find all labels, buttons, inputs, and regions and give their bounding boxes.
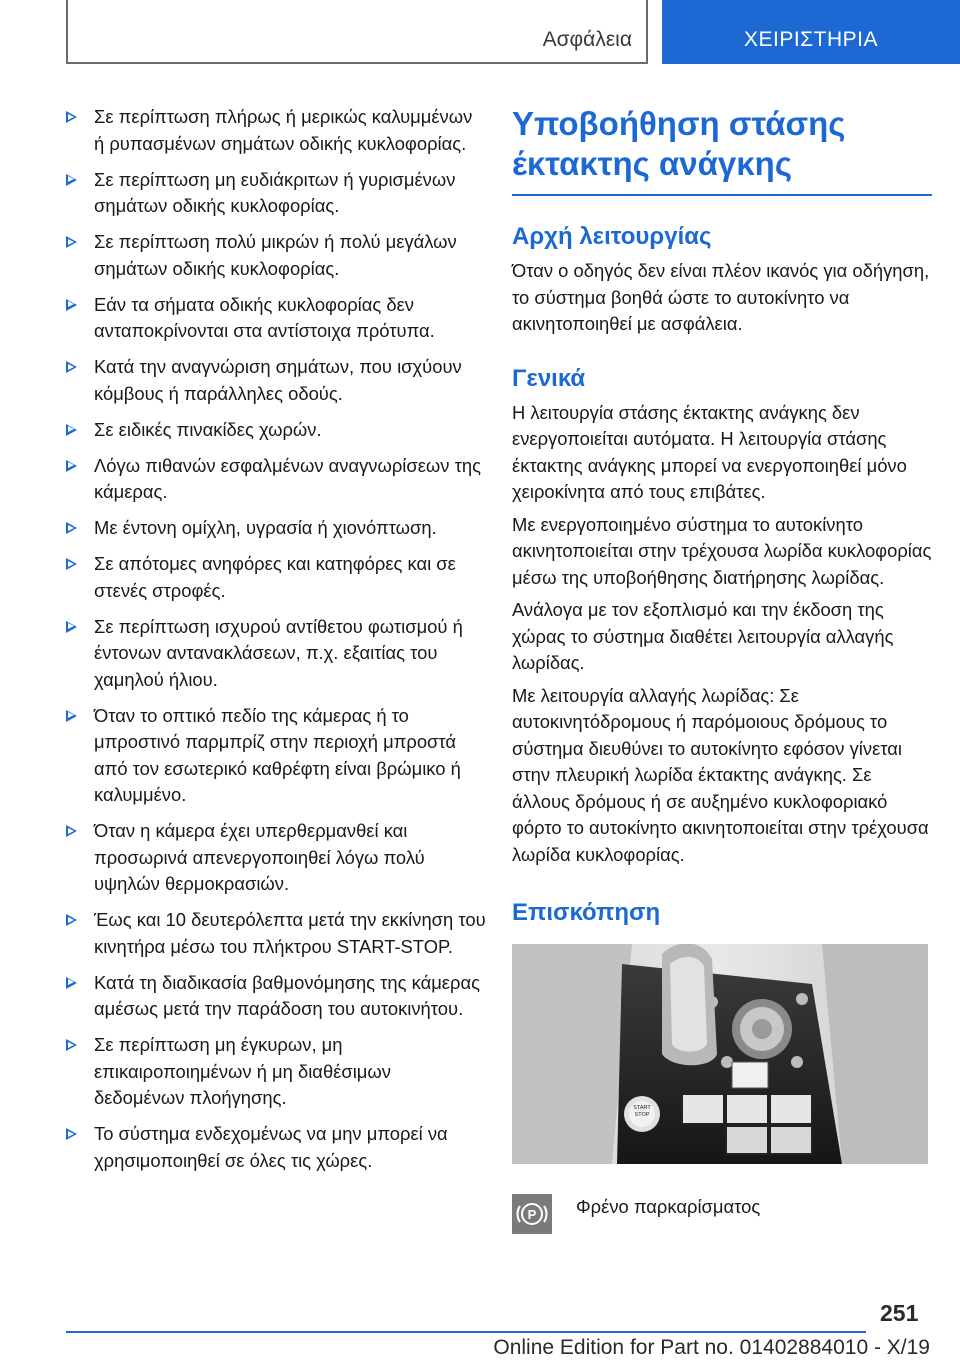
bullet-triangle-icon	[66, 621, 77, 633]
bullet-item	[66, 417, 486, 444]
bullet-triangle-icon	[66, 460, 77, 472]
header-section-box	[66, 0, 648, 64]
bullet-item	[66, 818, 486, 898]
bullet-text: Σε απότομες ανηφόρες και κατηφόρες και σε στενές στροφές.	[94, 553, 456, 601]
section-title: Υποβοήθηση στάσης έκτακτης ανάγκης	[512, 105, 846, 182]
bullet-text: Έως και 10 δευτερόλεπτα μετά την εκκίνηση του κινητήρα μέσω του πλήκτρου START-STOP.	[94, 909, 486, 957]
principle-text: Όταν ο οδηγός δεν είναι πλέον ικανός για οδήγηση, το σύστημα βοηθά ώστε το αυτοκίνητο να ακινητοποιηθεί με ασφάλεια.	[512, 260, 930, 334]
center-console-photo	[512, 944, 928, 1164]
bullet-text: Σε περίπτωση ισχυρού αντίθετου φωτισμού ή έντονων αντανακλάσεων, π.χ. εξαιτίας του χαμηλού ήλιου.	[94, 615, 463, 690]
bullet-triangle-icon	[66, 111, 77, 123]
principle-heading: Αρχή λειτουργίας	[512, 223, 712, 250]
bullet-item	[66, 354, 486, 407]
bullet-triangle-icon	[66, 299, 77, 311]
bullet-item	[66, 453, 486, 506]
bullet-text: Εάν τα σήματα οδικής κυκλοφορίας δεν ανταποκρίνονται στα αντίστοιχα πρότυπα.	[94, 293, 435, 341]
header-chapter-tab[interactable]	[662, 0, 960, 64]
bullet-item	[66, 515, 486, 542]
parking-brake-icon	[512, 1194, 552, 1234]
bullet-triangle-icon	[66, 558, 77, 570]
bullet-text: Με έντονη ομίχλη, υγρασία ή χιονόπτωση.	[94, 517, 437, 538]
general-paragraph-4: Με λειτουργία αλλαγής λωρίδας: Σε αυτοκινητόδρομους ή παρόμοιους δρόμους το σύστημα διευθύνει το αυτοκίνητο εφόσον γίνεται στην πλευρική λωρίδα έκτακτης ανάγκης. Σε άλλους δρόμους ή σε αυξημένο κυκλοφοριακό φόρτο το αυτοκίνητο ακινητοποιείται στην τρέχουσα λωρίδα κυκλοφορίας.	[512, 684, 929, 865]
bullet-item	[66, 970, 486, 1023]
bullet-item	[66, 104, 486, 157]
bullet-item	[66, 907, 486, 960]
bullet-text: Κατά τη διαδικασία βαθμονόμησης της κάμερας αμέσως μετά την παράδοση του αυτοκινήτου.	[94, 971, 480, 1019]
general-paragraph-2: Με ενεργοποιημένο σύστημα το αυτοκίνητο ακινητοποιείται στην τρέχουσα λωρίδα κυκλοφορίας μέσω της υποβοήθησης διατήρησης λωρίδας.	[512, 513, 932, 588]
bullet-triangle-icon	[66, 361, 77, 373]
bullet-text: Σε περίπτωση πολύ μικρών ή πολύ μεγάλων σημάτων οδικής κυκλοφορίας.	[94, 231, 457, 279]
bullet-triangle-icon	[66, 174, 77, 186]
title-divider	[512, 194, 932, 196]
header-section-title: Ασφάλεια	[542, 28, 632, 51]
header-chapter-label: ΧΕΙΡΙΣΤΗΡΙΑ	[743, 28, 878, 51]
bullet-item	[66, 551, 486, 604]
bullet-text: Λόγω πιθανών εσφαλμένων αναγνωρίσεων της κάμερας.	[94, 454, 481, 502]
bullet-triangle-icon	[66, 236, 77, 248]
general-paragraph-3: Ανάλογα με τον εξοπλισμό και την έκδοση της χώρας το σύστημα διαθέτει λειτουργία αλλαγής λωρίδας.	[512, 599, 894, 673]
bullet-item	[66, 1032, 486, 1112]
bullet-text: Το σύστημα ενδεχομένως να μην μπορεί να χρησιμοποιηθεί σε όλες τις χώρες.	[94, 1123, 448, 1171]
bullet-triangle-icon	[66, 710, 77, 722]
bullet-triangle-icon	[66, 914, 77, 926]
bullet-triangle-icon	[66, 424, 77, 436]
bullet-text: Σε περίπτωση πλήρως ή μερικώς καλυμμένων ή ρυπασμένων σημάτων οδικής κυκλοφορίας.	[94, 106, 473, 154]
bullet-triangle-icon	[66, 1128, 77, 1140]
bullet-triangle-icon	[66, 1039, 77, 1051]
bullet-item	[66, 167, 486, 220]
page-number: 251	[880, 1300, 919, 1326]
bullet-item	[66, 292, 486, 345]
bullet-item	[66, 614, 486, 694]
bullet-text: Κατά την αναγνώριση σημάτων, που ισχύουν κόμβους ή παράλληλες οδούς.	[94, 356, 462, 404]
overview-legend-item	[512, 1194, 932, 1234]
bullet-item	[66, 229, 486, 282]
bullet-text: Σε ειδικές πινακίδες χωρών.	[94, 418, 322, 440]
bullet-triangle-icon	[66, 977, 77, 989]
footer-divider	[66, 1331, 866, 1333]
bullet-item	[66, 1121, 486, 1174]
general-heading: Γενικά	[512, 364, 586, 392]
parking-brake-caption: Φρένο παρκαρίσματος	[576, 1196, 761, 1217]
bullet-text: Όταν η κάμερα έχει υπερθερμανθεί και προσωρινά απενεργοποιηθεί λόγω πολύ υψηλών θερμοκρασιών.	[94, 820, 425, 894]
center-console-illustration	[512, 944, 928, 1164]
bullet-text: Όταν το οπτικό πεδίο της κάμερας ή το μπροστινό παρμπρίζ στην περιοχή μπροστά από τον εσωτερικό καθρέφτη είναι βρώμικο ή καλυμμένο.	[94, 704, 461, 805]
overview-heading: Επισκόπηση	[512, 899, 661, 926]
bullet-text: Σε περίπτωση μη ευδιάκριτων ή γυρισμένων σημάτων οδικής κυκλοφορίας.	[94, 168, 456, 216]
right-column	[512, 104, 932, 1234]
general-paragraph-1: Η λειτουργία στάσης έκτακτης ανάγκης δεν ενεργοποιείται αυτόματα. Η λειτουργία στάσης έκτακτης ανάγκης μπορεί να ενεργοποιηθεί μόνο χειροκίνητα από τους επιβάτες.	[512, 401, 907, 502]
bullet-item	[66, 703, 486, 809]
limitations-list	[66, 104, 486, 1184]
bullet-triangle-icon	[66, 522, 77, 534]
footer-edition: Online Edition for Part no. 01402884010 - X/19	[493, 1336, 930, 1359]
svg-text:P: P	[527, 1207, 537, 1222]
bullet-text: Σε περίπτωση μη έγκυρων, μη επικαιροποιημένων ή μη διαθέσιμων δεδομένων πλοήγησης.	[94, 1034, 391, 1108]
bullet-triangle-icon	[66, 825, 77, 837]
photo-start-stop-label: START STOP	[633, 1105, 651, 1118]
